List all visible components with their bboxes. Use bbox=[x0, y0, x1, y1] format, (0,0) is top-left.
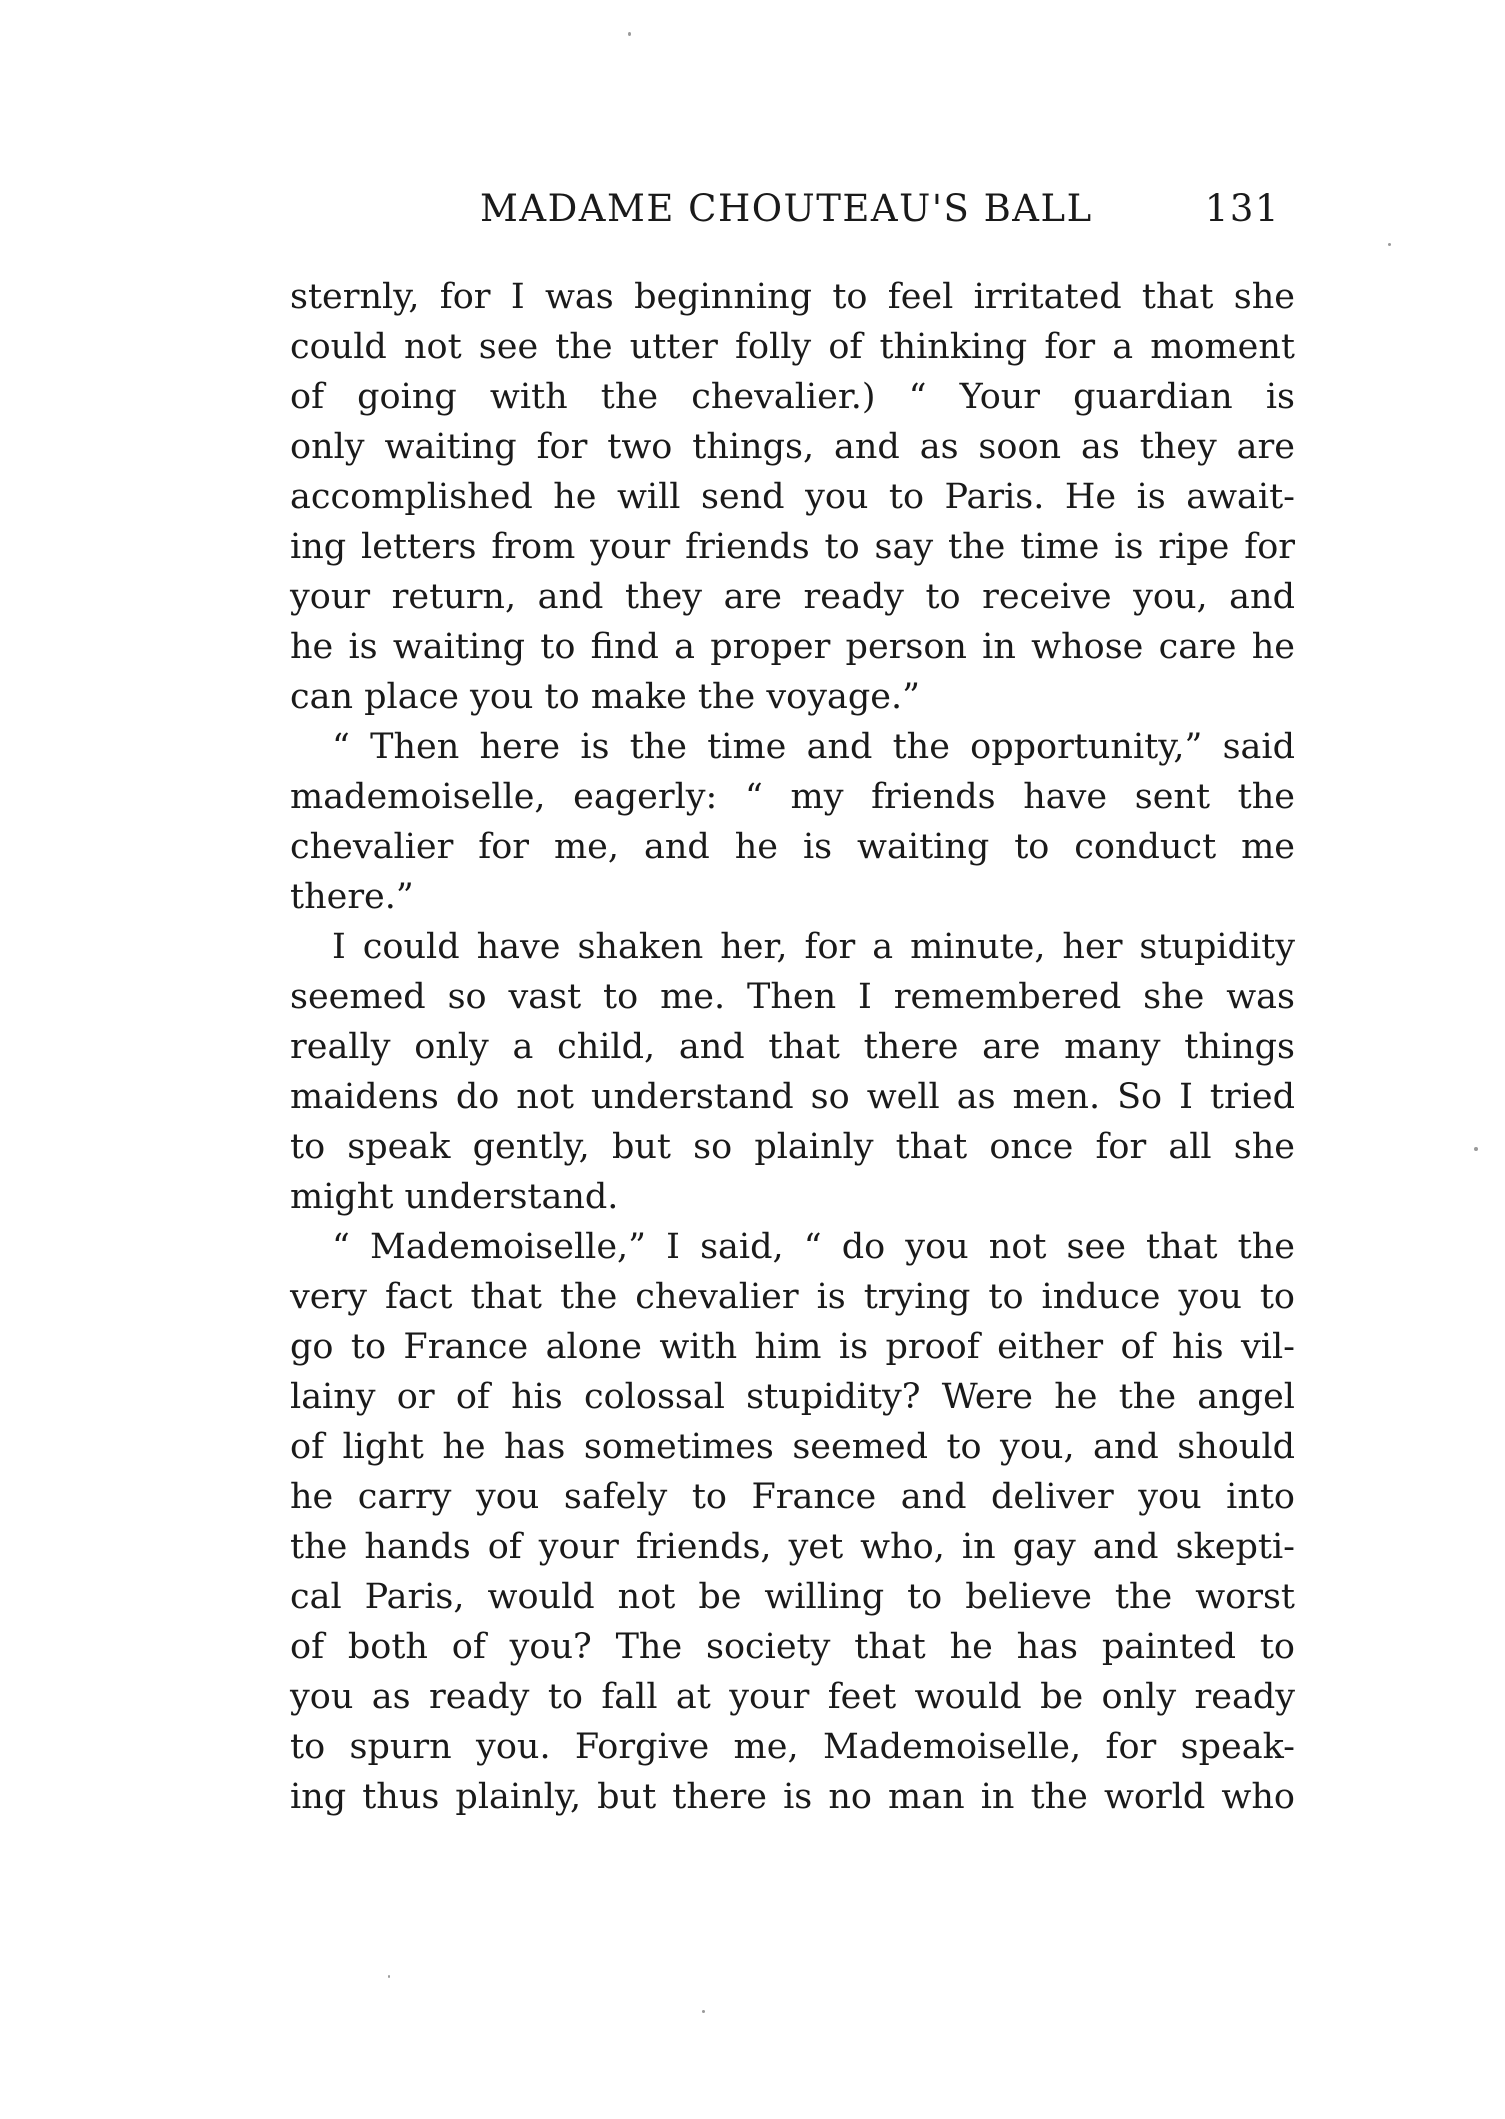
text-line: can place you to make the voyage.” bbox=[290, 677, 920, 717]
text-line: might understand. bbox=[290, 1177, 619, 1217]
text-line: “ Then here is the time and the opportunity,” said bbox=[332, 727, 1295, 767]
paper-speck bbox=[1388, 243, 1391, 246]
running-head bbox=[480, 187, 1300, 237]
text-line: of going with the chevalier.) “ Your guardian is bbox=[290, 377, 1295, 417]
paper-speck bbox=[702, 2010, 705, 2013]
text-line: of both of you? The society that he has painted to bbox=[290, 1627, 1295, 1667]
text-line: you as ready to fall at your feet would be only ready bbox=[290, 1677, 1295, 1717]
text-line: chevalier for me, and he is waiting to conduct me bbox=[290, 827, 1295, 867]
page-number: 131 bbox=[1204, 187, 1280, 230]
text-line: go to France alone with him is proof either of his vil- bbox=[290, 1327, 1295, 1367]
text-line: lainy or of his colossal stupidity? Were he the angel bbox=[290, 1377, 1295, 1417]
text-line: really only a child, and that there are many things bbox=[290, 1027, 1295, 1067]
text-line: only waiting for two things, and as soon as they are bbox=[290, 427, 1295, 467]
text-line: maidens do not understand so well as men. So I tried bbox=[290, 1077, 1295, 1117]
text-line: ing letters from your friends to say the time is ripe for bbox=[290, 527, 1295, 567]
paper-speck bbox=[1474, 1147, 1478, 1151]
text-line: your return, and they are ready to receive you, and bbox=[290, 577, 1295, 617]
text-line: of light he has sometimes seemed to you, and should bbox=[290, 1427, 1295, 1467]
text-line: mademoiselle, eagerly: “ my friends have sent the bbox=[290, 777, 1295, 817]
text-line: the hands of your friends, yet who, in gay and skepti- bbox=[290, 1527, 1295, 1567]
text-line: there.” bbox=[290, 877, 414, 917]
text-line: very fact that the chevalier is trying to induce you to bbox=[290, 1277, 1295, 1317]
text-line: to speak gently, but so plainly that once for all she bbox=[290, 1127, 1295, 1167]
text-line: to spurn you. Forgive me, Mademoiselle, for speak- bbox=[290, 1727, 1295, 1767]
text-line: “ Mademoiselle,” I said, “ do you not see that the bbox=[332, 1227, 1295, 1267]
text-line: he is waiting to find a proper person in whose care he bbox=[290, 627, 1295, 667]
text-line: sternly, for I was beginning to feel irritated that she bbox=[290, 277, 1295, 317]
text-line: I could have shaken her, for a minute, her stupidity bbox=[332, 927, 1295, 967]
text-line: accomplished he will send you to Paris. He is await- bbox=[290, 477, 1295, 517]
running-title: MADAME CHOUTEAU'S BALL bbox=[480, 187, 1093, 230]
text-line: could not see the utter folly of thinking for a moment bbox=[290, 327, 1295, 367]
paper-speck bbox=[388, 1975, 390, 1978]
text-line: cal Paris, would not be willing to believe the worst bbox=[290, 1577, 1295, 1617]
paper-speck bbox=[628, 32, 631, 36]
text-line: ing thus plainly, but there is no man in the world who bbox=[290, 1777, 1295, 1817]
body-text bbox=[290, 272, 1295, 1822]
text-line: he carry you safely to France and deliver you into bbox=[290, 1477, 1295, 1517]
text-line: seemed so vast to me. Then I remembered she was bbox=[290, 977, 1295, 1017]
